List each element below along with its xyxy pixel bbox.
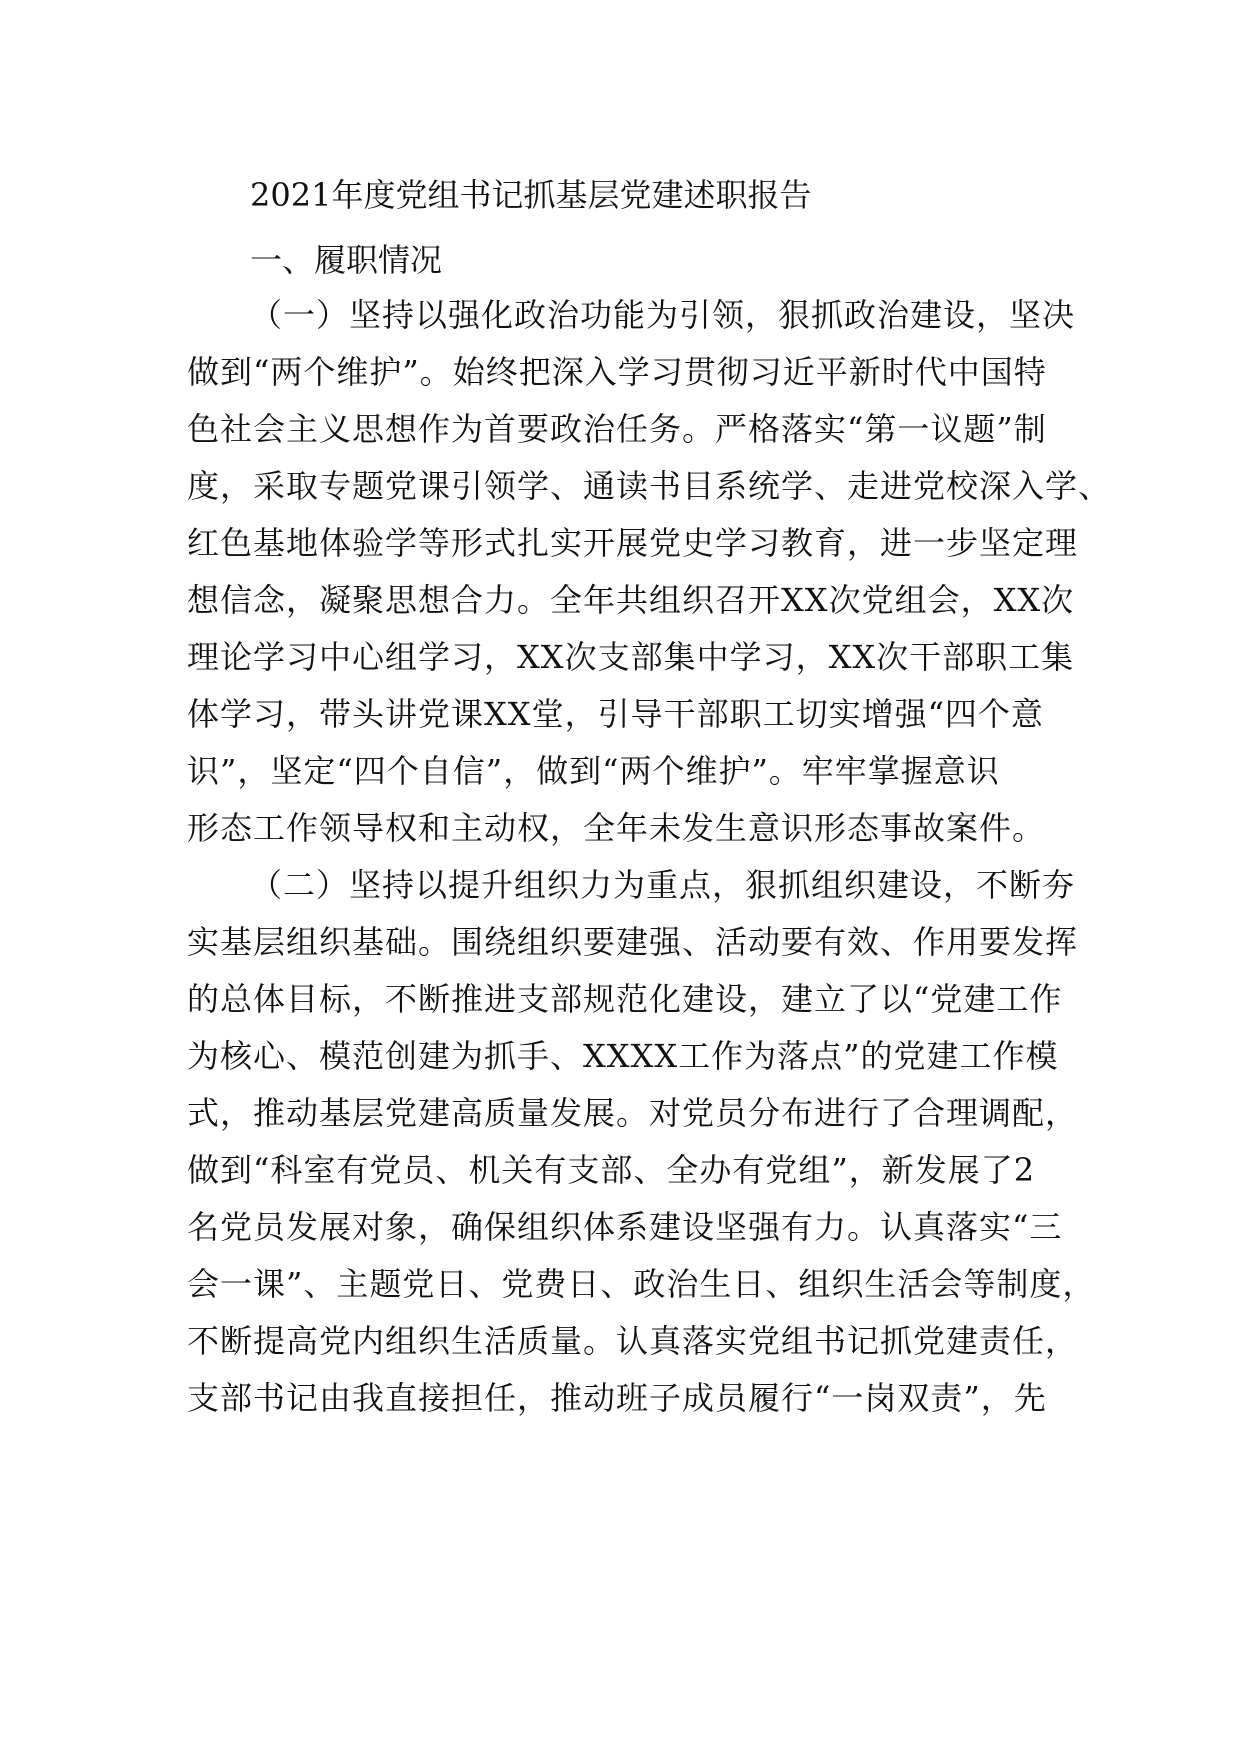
- paragraph-line: 名党员发展对象，确保组织体系建设坚强有力。认真落实“三: [187, 1208, 1063, 1246]
- paragraph-line: 体学习，带头讲党课XX堂，引导干部职工切实增强“四个意: [187, 695, 1044, 733]
- paragraph-line: （一）坚持以强化政治功能为引领，狠抓政治建设，坚决: [250, 296, 1076, 334]
- paragraph-line: 为核心、模范创建为抓手、XXXX工作为落点”的党建工作模: [187, 1037, 1059, 1075]
- paragraph-line: 做到“科室有党员、机关有支部、全办有党组”，新发展了2: [187, 1151, 1036, 1189]
- paragraph-line: （二）坚持以提升组织力为重点，狠抓组织建设，不断夯: [250, 866, 1076, 904]
- paragraph-line: 识”，坚定“四个自信”，做到“两个维护”。牢牢掌握意识: [187, 752, 1000, 790]
- paragraph-line: 理论学习中心组学习，XX次支部集中学习，XX次干部职工集: [187, 638, 1075, 676]
- paragraph-line: 想信念，凝聚思想合力。全年共组织召开XX次党组会，XX次: [187, 581, 1075, 619]
- paragraph-line: 会一课”、主题党日、党费日、政治生日、组织生活会等制度，: [187, 1265, 1096, 1303]
- paragraph-line: 红色基地体验学等形式扎实开展党史学习教育，进一步坚定理: [187, 524, 1079, 562]
- paragraph-line: 实基层组织基础。围绕组织要建强、活动要有效、作用要发挥: [187, 923, 1079, 961]
- document-title: 2021年度党组书记抓基层党建述职报告: [250, 176, 812, 214]
- paragraph-line: 做到“两个维护”。始终把深入学习贯彻习近平新时代中国特: [187, 353, 1047, 391]
- paragraph-line: 支部书记由我直接担任，推动班子成员履行“一岗双责”，先: [187, 1379, 1047, 1417]
- paragraph-line: 色社会主义思想作为首要政治任务。严格落实“第一议题”制: [187, 410, 1047, 448]
- section-heading: 一、履职情况: [250, 241, 443, 279]
- paragraph-line: 形态工作领导权和主动权，全年未发生意识形态事故案件。: [187, 809, 1046, 847]
- paragraph-line: 度，采取专题党课引领学、通读书目系统学、走进党校深入学、: [187, 467, 1112, 505]
- paragraph-line: 的总体目标，不断推进支部规范化建设，建立了以“党建工作: [187, 980, 1063, 1018]
- paragraph-line: 不断提高党内组织生活质量。认真落实党组书记抓党建责任，: [187, 1322, 1079, 1360]
- paragraph-line: 式，推动基层党建高质量发展。对党员分布进行了合理调配，: [187, 1094, 1079, 1132]
